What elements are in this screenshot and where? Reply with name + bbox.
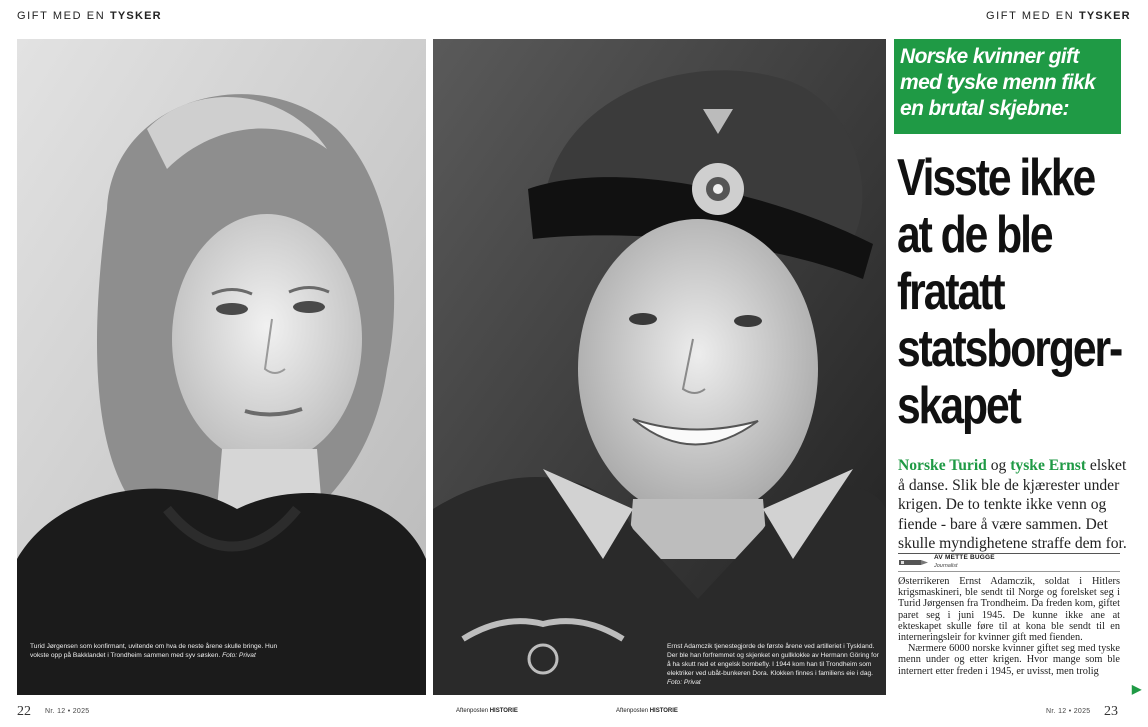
byline-role: Journalist	[934, 563, 958, 569]
photo-caption-right-text: Ernst Adamczik tjenestegjorde de første årene ved artilleriet i Tyskland. Der ble han forfremmet og skjenket en gullklokke av Hermann Göring for å ha skutt ned et engelsk bombefly. I 1944 kom han til Trondheim som elektriker ved ubåt-bunkeren Dora. Klokken finnes i familiens eie i dag.	[667, 643, 879, 677]
photo-ernst	[433, 39, 886, 695]
article-body	[898, 576, 1120, 677]
lede-highlight-ernst: tyske Ernst	[1010, 457, 1087, 474]
running-head-right-bold: TYSKER	[1078, 10, 1131, 22]
headline-line: fratatt	[897, 263, 1004, 321]
body-paragraph: Nærmere 6000 norske kvinner giftet seg med tyske menn under og etter krigen. Hvor mange som ble internert etter freden i 1945, er uvisst, men trolig	[898, 643, 1120, 677]
portrait-woman-illustration	[17, 39, 426, 695]
chevron-right-icon: ▶	[1132, 682, 1142, 696]
headline	[897, 149, 1122, 435]
pen-icon	[899, 556, 929, 569]
headline-line: at de ble	[897, 206, 1052, 264]
running-head-left-bold: TYSKER	[109, 10, 162, 22]
page-number-right: 23	[1104, 704, 1118, 719]
brand-left-pre: Aftenposten	[456, 708, 489, 714]
brand-left	[456, 708, 518, 714]
brand-right	[616, 708, 678, 714]
running-head-left	[17, 10, 162, 22]
byline-rule-bottom	[898, 571, 1120, 572]
running-head-right-lead: GIFT MED EN	[986, 10, 1075, 22]
lede-connector: og	[986, 457, 1011, 474]
issue-left: Nr. 12 • 2025	[45, 708, 90, 715]
photo-credit-right: Foto: Privat	[667, 679, 701, 686]
kicker-text: Norske kvinner gift med tyske menn fikk en brutal skjebne:	[900, 45, 1096, 120]
headline-line: Visste ikke	[897, 149, 1095, 207]
running-head-right	[986, 10, 1131, 22]
brand-right-pre: Aftenposten	[616, 708, 649, 714]
byline-rule-top	[898, 553, 1120, 554]
brand-left-bold: HISTORIE	[489, 708, 518, 714]
lede-rest: elsket å danse. Slik ble de kjærester under krigen. De to tenkte ikke venn og fiende - bare å være sammen. Det skulle myndighetene straffe dem for.	[898, 457, 1127, 552]
headline-line: statsborger-	[897, 320, 1122, 378]
headline-line: skapet	[897, 377, 1020, 435]
photo-caption-left	[30, 642, 280, 660]
brand-right-bold: HISTORIE	[649, 708, 678, 714]
photo-turid	[17, 39, 426, 695]
page-number-left: 22	[17, 704, 31, 719]
photo-caption-right	[667, 642, 879, 687]
running-head-left-lead: GIFT MED EN	[17, 10, 106, 22]
lede	[898, 456, 1130, 554]
issue-right: Nr. 12 • 2025	[1046, 708, 1091, 715]
portrait-soldier-illustration	[433, 39, 886, 695]
photo-caption-left-text: Turid Jørgensen som konfirmant, uvitende om hva de neste årene skulle bringe. Hun vokste opp på Bakklandet i Trondheim sammen med syv søsken.	[30, 643, 278, 659]
lede-highlight-turid: Norske Turid	[898, 457, 987, 474]
byline-name: AV METTE BUGGE	[934, 554, 995, 561]
body-paragraph: Østerrikeren Ernst Adamczik, soldat i Hitlers krigsmaskineri, ble sendt til Norge og forelsket seg i Turid Jørgensen fra Trondheim. Da freden kom, giftet paret seg i juni 1945. De kunne ikke ane at ekteskapet skulle føre til at kona ble sendt til en interneringsleir for kvinner gift med fienden.	[898, 576, 1120, 644]
photo-credit-left: Foto: Privat	[222, 652, 256, 659]
